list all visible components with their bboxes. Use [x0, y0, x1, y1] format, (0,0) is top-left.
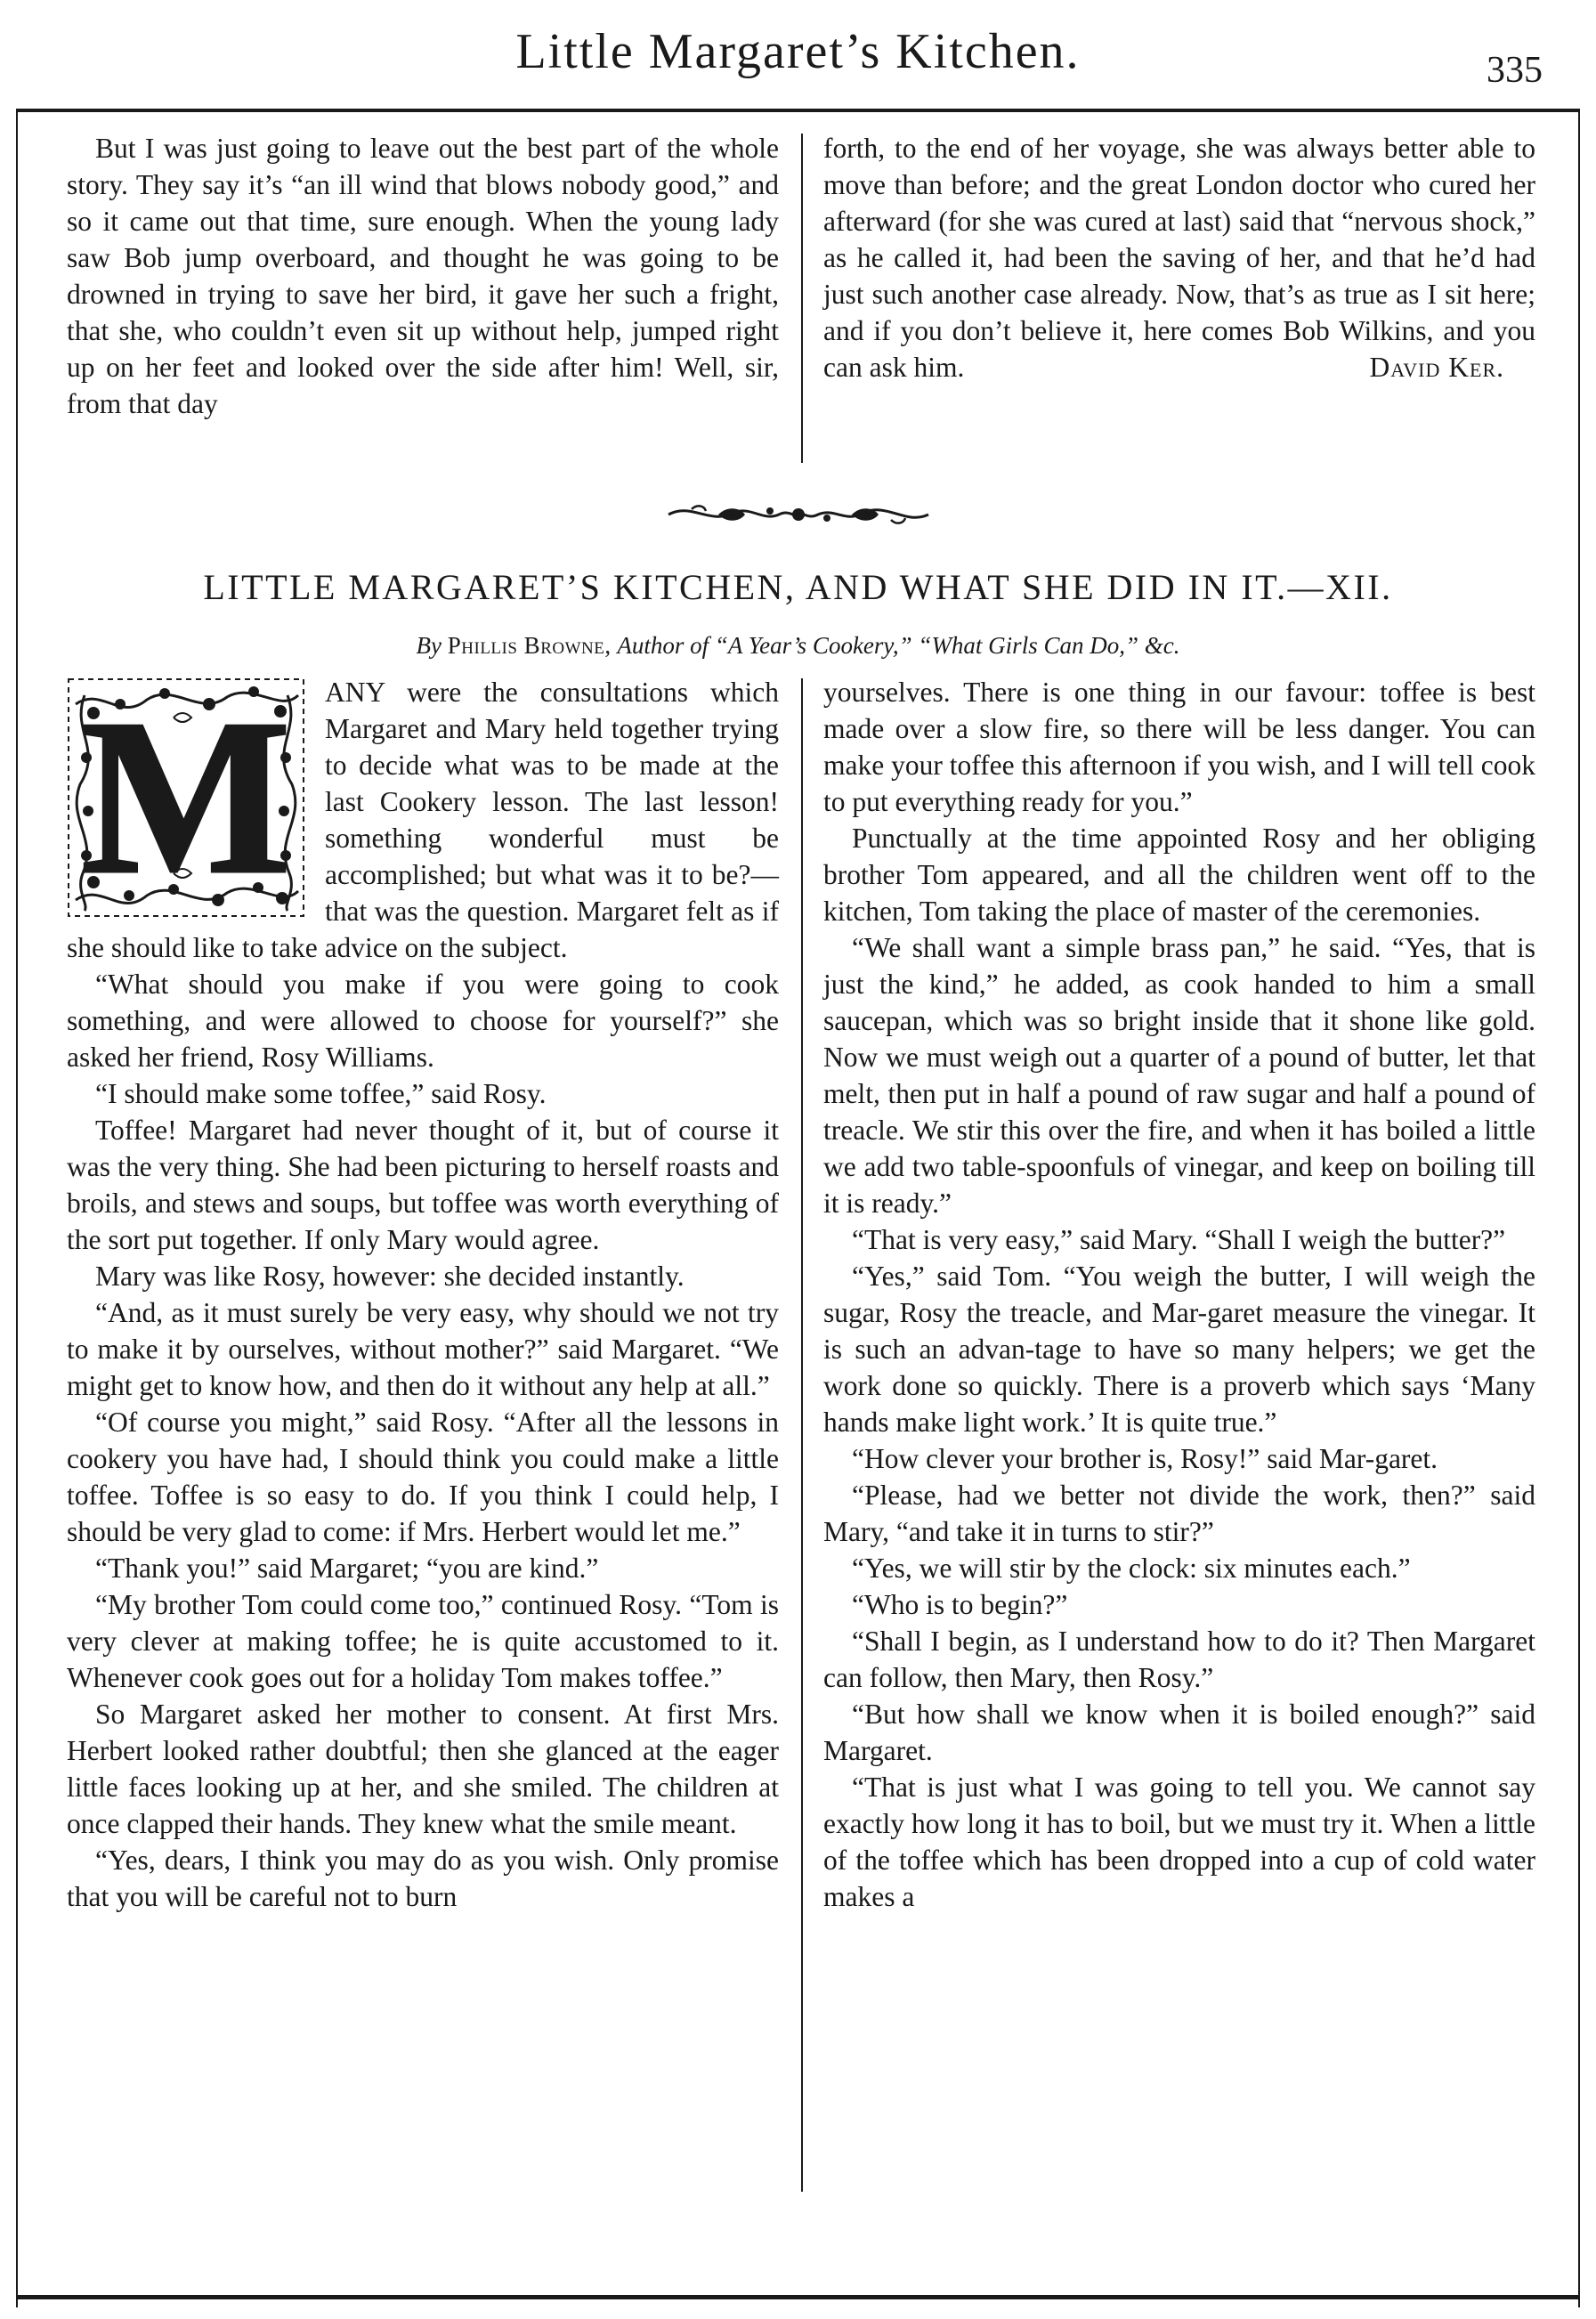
article-right-column — [823, 674, 1535, 1915]
byline-author-name: Phillis Browne, — [447, 632, 612, 659]
article-paragraph: “Please, had we better not divide the work, then?” said Mary, “and take it in turns to stir?” — [823, 1480, 1535, 1547]
article-paragraph: “Yes, dears, I think you may do as you wish. Only promise that you will be careful not to burn — [67, 1845, 779, 1912]
byline-credits: Author of “A Year’s Cookery,” “What Girls Can Do,” &c. — [617, 632, 1180, 659]
previous-story-right-column — [823, 130, 1535, 385]
article-paragraph: “That is just what I was going to tell you. We cannot say exactly how long it has to boil, but we must try it. When a little of the toffee which has been dropped into a cup of cold water makes a — [823, 1772, 1535, 1912]
previous-story-right-paragraph — [823, 130, 1535, 385]
author-signature: David Ker. — [1369, 352, 1504, 383]
article-paragraph: “Shall I begin, as I understand how to do it? Then Margaret can follow, then Mary, then Rosy.” — [823, 1626, 1535, 1693]
article-paragraph: “Thank you!” said Margaret; “you are kind.” — [95, 1553, 599, 1584]
article-paragraph: “How clever your brother is, Rosy!” said Mar-garet. — [852, 1443, 1438, 1474]
article-paragraph: ANY were the consultations which Margaret and Mary held together trying to decide what was to be made at the last Cookery lesson. The last lesson! something wonderful must be accomplished; but what was it to be?—that was the question. Margaret felt as if she should like to take advice on the subject. — [67, 677, 779, 963]
article-paragraph: “Of course you might,” said Rosy. “After all the lessons in cookery you have had, I should think you could make a little toffee. Toffee is so easy to do. If you think I could help, I should be very glad to come: if Mrs. Herbert would let me.” — [67, 1407, 779, 1547]
article-paragraph: “We shall want a simple brass pan,” he said. “Yes, that is just the kind,” he added, as cook handed to him a small saucepan, which was so bright inside that it shone like gold. Now we must weigh out a quarter of a pound of butter, let that melt, then put in half a pound of raw sugar and half a pound of treacle. We stir this over the fire, and when it has boiled a little we add two table-spoonfuls of vinegar, and keep on boiling till it is ready.” — [823, 932, 1535, 1219]
frame-left-rule — [16, 109, 18, 2307]
article-paragraph: Toffee! Margaret had never thought of it, but of course it was the very thing. She had been picturing to herself roasts and broils, and stews and soups, but toffee was worth everything of the sort put together. If only Mary would agree. — [67, 1115, 779, 1255]
article-column-divider — [801, 678, 803, 2192]
decorative-flourish-icon — [665, 499, 932, 531]
article-paragraph: “But how shall we know when it is boiled enough?” said Margaret. — [823, 1699, 1535, 1766]
previous-story-right-text: forth, to the end of her voyage, she was always better able to move than before; and the great London doctor who cured her afterward (for she was cured at last) said that “nervous shock,” as he called it, had been the saving of her, and that he’d had just such another case already. Now, that’s as true as I sit here; and if you don’t believe it, here comes Bob Wilkins, and you can ask him. — [823, 133, 1535, 383]
header-rule — [16, 109, 1580, 112]
page-number: 335 — [1487, 50, 1543, 91]
previous-story-left-column — [67, 130, 779, 422]
author-byline — [0, 634, 1596, 658]
article-paragraph: yourselves. There is one thing in our favour: toffee is best made over a slow fire, so there will be less danger. You can make your toffee this afternoon if you wish, and I will tell cook to put everything ready for you.” — [823, 677, 1535, 817]
article-paragraph: “And, as it must surely be very easy, why should we not try to make it by ourselves, without mother?” said Margaret. “We might get to know how, and then do it without any help at all.” — [67, 1297, 779, 1401]
article-paragraph: Punctually at the time appointed Rosy and her obliging brother Tom appeared, and all the children went off to the kitchen, Tom taking the place of master of the ceremonies. — [823, 823, 1535, 927]
article-paragraph: So Margaret asked her mother to consent. At first Mrs. Herbert looked rather doubtful; then she glanced at the eager little faces looking up at her, and she smiled. The children at once clapped their hands. They knew what the smile meant. — [67, 1699, 779, 1839]
previous-story-left-paragraph: But I was just going to leave out the best part of the whole story. They say it’s “an ill wind that blows nobody good,” and so it came out that time, sure enough. When the young lady saw Bob jump overboard, and thought he was going to be drowned in trying to save her bird, it gave her such a fright, that she, who couldn’t even sit up without help, jumped right up on her feet and looked over the side after him! Well, sir, from that day — [67, 133, 779, 419]
article-title: LITTLE MARGARET’S KITCHEN, AND WHAT SHE DID IN IT.—XII. — [203, 567, 1393, 607]
article-paragraph: “Who is to begin?” — [852, 1589, 1068, 1620]
article-paragraph: “What should you make if you were going to cook something, and were allowed to choose for yourself?” she asked her friend, Rosy Williams. — [67, 969, 779, 1073]
article-paragraph: “My brother Tom could come too,” continued Rosy. “Tom is very clever at making toffee; he is quite accustomed to it. Whenever cook goes out for a holiday Tom makes toffee.” — [67, 1589, 779, 1693]
running-title: Little Margaret’s Kitchen. — [515, 24, 1081, 79]
bottom-rule — [16, 2295, 1580, 2299]
frame-right-rule — [1578, 109, 1580, 2307]
article-paragraph: “That is very easy,” said Mary. “Shall I weigh the butter?” — [852, 1224, 1506, 1255]
illuminated-drop-cap — [67, 674, 305, 920]
article-paragraph: “I should make some toffee,” said Rosy. — [95, 1078, 547, 1109]
drop-cap-letter: M — [81, 674, 291, 920]
byline-by: By — [416, 632, 442, 659]
article-paragraph: “Yes,” said Tom. “You weigh the butter, I will weigh the sugar, Rosy the treacle, and Mar-garet measure the vinegar. It is such an advan-tage to have so many helpers; we get the work done so quickly. There is a proverb which says ‘Many hands make light work.’ It is quite true.” — [823, 1261, 1535, 1438]
article-left-column — [67, 674, 779, 1915]
article-paragraph: “Yes, we will stir by the clock: six minutes each.” — [852, 1553, 1411, 1584]
article-paragraph: Mary was like Rosy, however: she decided instantly. — [95, 1261, 685, 1292]
top-column-divider — [801, 134, 803, 463]
